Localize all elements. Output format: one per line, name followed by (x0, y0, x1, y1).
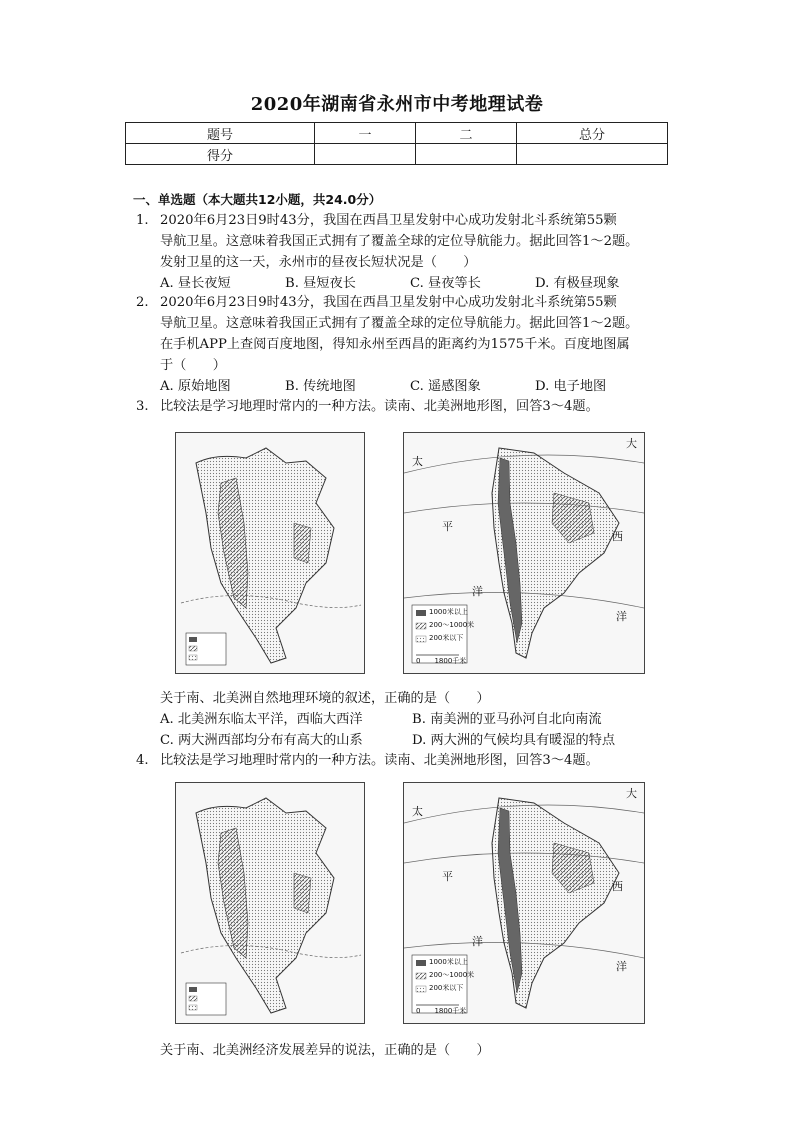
score-cell: 一 (315, 123, 416, 144)
ocean-label: 西 (612, 530, 623, 543)
score-cell (416, 144, 517, 165)
ocean-label: 大 (626, 437, 637, 450)
question-line: 导航卫星。这意味着我国正式拥有了覆盖全球的定位导航能力。据此回答1～2题。 (160, 234, 639, 249)
option-b[interactable]: B. 传统地图 (285, 379, 356, 394)
legend-label: 1000米以上 (429, 958, 468, 966)
question-line: 2020年6月23日9时43分，我国在西昌卫星发射中心成功发射北斗系统第55颗 (160, 213, 617, 228)
ocean-label: 洋 (472, 585, 483, 598)
question-stem: 关于南、北美洲经济发展差异的说法，正确的是（ ） (160, 1043, 490, 1058)
score-table-header-row (126, 123, 668, 144)
question-4-intro (136, 750, 670, 771)
question-line: 比较法是学习地理时常内的一种方法。读南、北美洲地形图，回答3～4题。 (160, 399, 599, 414)
south-america-map (403, 432, 645, 674)
question-number: 2. (136, 295, 149, 310)
question-stem: 关于南、北美洲自然地理环境的叙述，正确的是（ ） (160, 691, 490, 706)
score-table-row (126, 144, 668, 165)
question-3-body (160, 688, 670, 751)
question-2 (136, 292, 670, 397)
south-america-map (403, 782, 645, 1024)
scale-label: 0 1800千米 (416, 1007, 467, 1015)
question-line: 于（ ） (160, 358, 226, 373)
ocean-label: 洋 (616, 960, 627, 973)
option-c[interactable]: C. 两大洲西部均分布有高大的山系 (160, 733, 363, 748)
scale-label: 0 1800千米 (416, 657, 467, 665)
ocean-label: 太 (412, 455, 423, 468)
question-line: 导航卫星。这意味着我国正式拥有了覆盖全球的定位导航能力。据此回答1～2题。 (160, 316, 639, 331)
north-america-map (175, 432, 365, 674)
question-4-body (160, 1040, 670, 1061)
legend-label: 1000米以上 (429, 608, 468, 616)
score-cell (517, 144, 668, 165)
option-list (160, 273, 670, 294)
question-number: 4. (136, 753, 149, 768)
option-list (160, 730, 670, 751)
ocean-label: 平 (442, 870, 453, 883)
legend-label: 200米以下 (429, 634, 464, 642)
question-number: 1. (136, 213, 149, 228)
score-cell (315, 144, 416, 165)
question-line: 发射卫星的这一天，永州市的昼夜长短状况是（ ） (160, 255, 477, 270)
question-line: 比较法是学习地理时常内的一种方法。读南、北美洲地形图，回答3～4题。 (160, 753, 599, 768)
legend-label: 200米以下 (429, 984, 464, 992)
option-c[interactable]: C. 遥感图象 (410, 379, 481, 394)
legend-label: 200～1000米 (429, 621, 475, 629)
section-title: 一、单选题（本大题共12小题，共24.0分） (133, 192, 382, 207)
north-america-map (175, 782, 365, 1024)
option-b[interactable]: B. 昼短夜长 (285, 276, 356, 291)
question-number: 3. (136, 399, 149, 414)
ocean-label: 平 (442, 520, 453, 533)
option-list (160, 709, 670, 730)
score-cell: 得分 (126, 144, 315, 165)
question-1 (136, 210, 670, 294)
option-c[interactable]: C. 昼夜等长 (410, 276, 481, 291)
ocean-label: 洋 (472, 935, 483, 948)
page-title: 2020年湖南省永州市中考地理试卷 (250, 94, 544, 115)
score-cell: 二 (416, 123, 517, 144)
question-3-intro (136, 396, 670, 417)
option-d[interactable]: D. 电子地图 (535, 379, 607, 394)
option-b[interactable]: B. 南美洲的亚马孙河自北向南流 (412, 712, 602, 727)
ocean-label: 大 (626, 787, 637, 800)
question-line: 在手机APP上查阅百度地图，得知永州至西昌的距离约为1575千米。百度地图属 (160, 337, 630, 352)
ocean-label: 太 (412, 805, 423, 818)
ocean-label: 西 (612, 880, 623, 893)
score-cell: 题号 (126, 123, 315, 144)
score-table (125, 122, 668, 165)
ocean-label: 洋 (616, 610, 627, 623)
option-d[interactable]: D. 两大洲的气候均具有暖湿的特点 (412, 733, 616, 748)
option-a[interactable]: A. 原始地图 (160, 379, 231, 394)
question-line: 2020年6月23日9时43分，我国在西昌卫星发射中心成功发射北斗系统第55颗 (160, 295, 617, 310)
legend-label: 200～1000米 (429, 971, 475, 979)
option-list (160, 376, 670, 397)
option-a[interactable]: A. 昼长夜短 (160, 276, 231, 291)
map-group-2 (175, 782, 645, 1022)
option-a[interactable]: A. 北美洲东临太平洋，西临大西洋 (160, 712, 363, 727)
score-cell: 总分 (517, 123, 668, 144)
map-group-1 (175, 432, 645, 672)
option-d[interactable]: D. 有极昼现象 (535, 276, 620, 291)
